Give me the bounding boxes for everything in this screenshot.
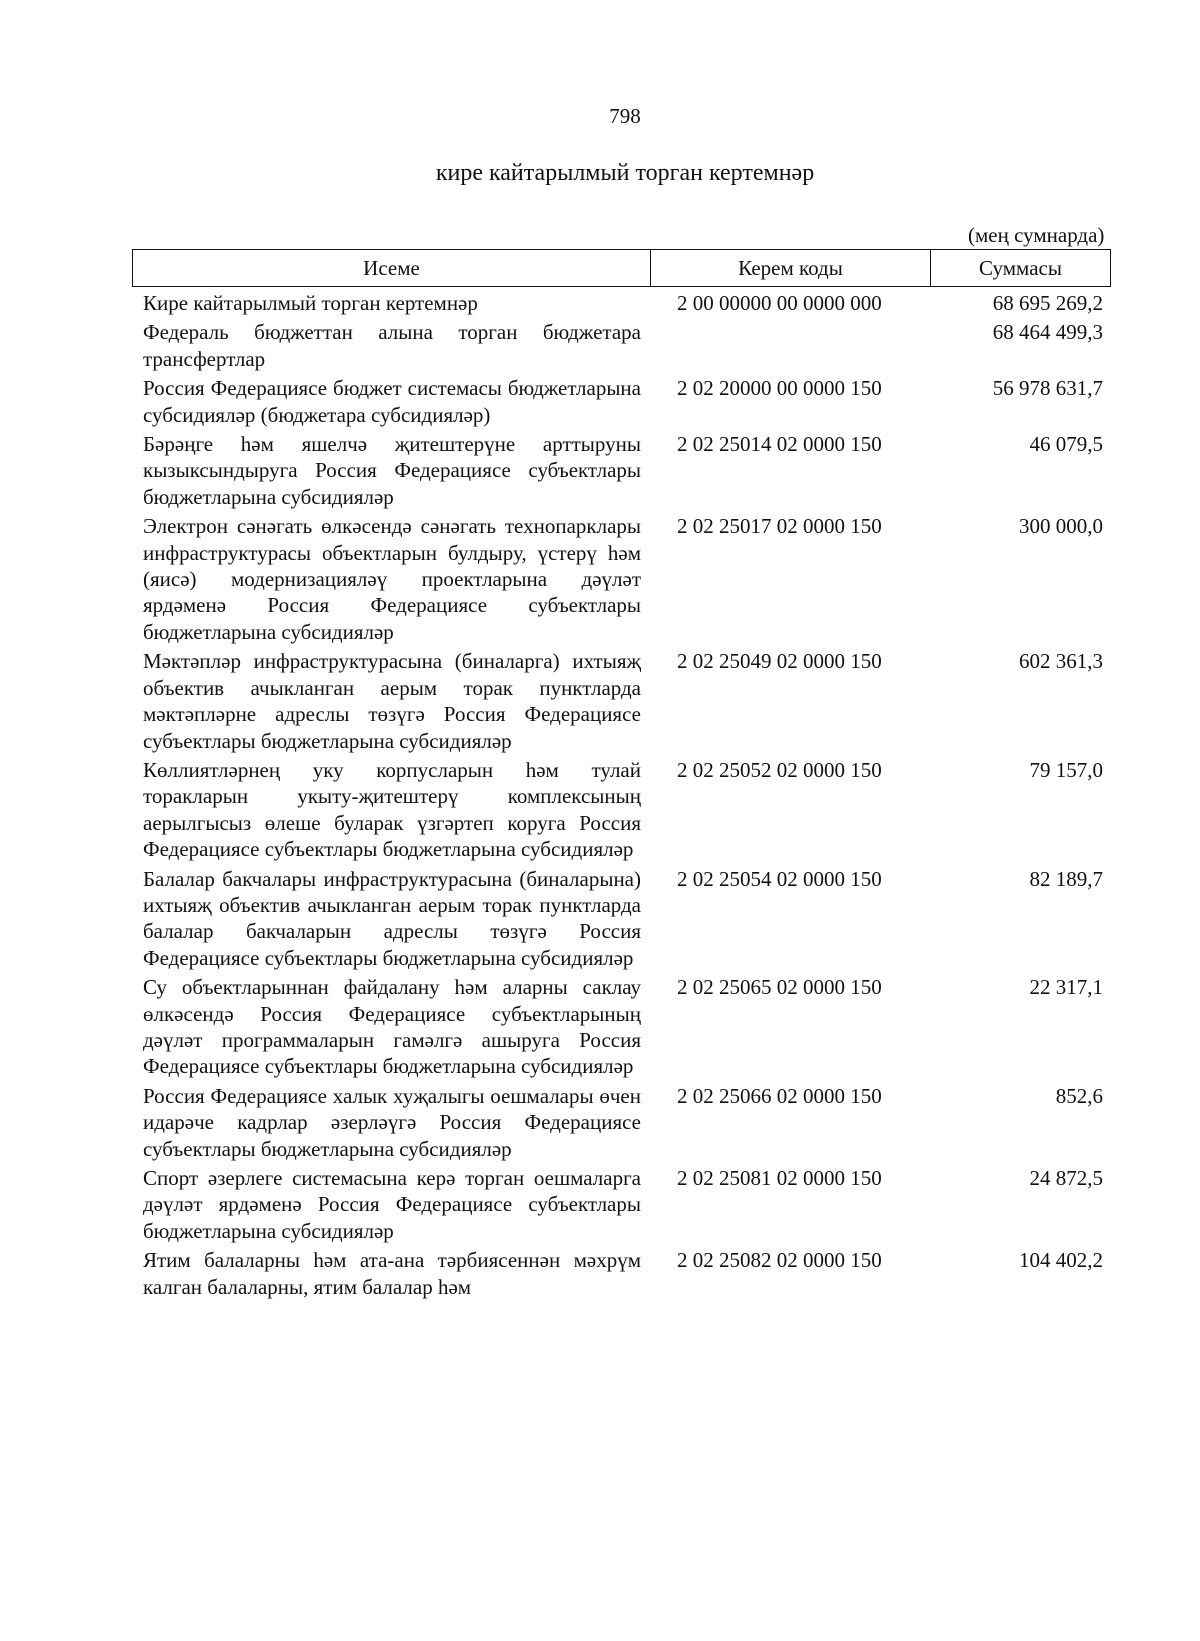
table-row (143, 375, 1111, 428)
table-row (143, 1165, 1111, 1244)
table-row (143, 513, 1111, 645)
row-name: Бәрәңге һәм яшелчә җитештерүне арттыруны кызыксындыруга Россия Федерациясе субъектлары бюджетларына субсидияләр (143, 432, 641, 509)
page-number: 798 (609, 104, 641, 128)
row-code: 2 02 25066 02 0000 150 (677, 1083, 882, 1108)
table-row (143, 290, 1111, 316)
row-name: Кире кайтарылмый торган кертемнәр (143, 291, 478, 315)
document-title: кире кайтарылмый торган кертемнәр (435, 160, 815, 186)
table-row (143, 1247, 1111, 1300)
row-code: 2 02 25052 02 0000 150 (677, 757, 882, 782)
row-name: Россия Федерациясе бюджет системасы бюджетларына субсидияләр (бюджетара субсидияләр) (143, 376, 641, 427)
row-name: Көллиятләрнең уку корпусларын һәм тулай торакларын укыту-җитештерү комплексының аерылгысыз өлеше буларак үзгәртеп коруга Россия Федерациясе субъектлары бюджетларына субсидияләр (143, 757, 641, 862)
table-row (143, 319, 1111, 372)
header-code: Керем коды (651, 250, 931, 286)
row-sum: 852,6 (1055, 1083, 1103, 1108)
table-row (143, 431, 1111, 510)
header-sum: Суммасы (979, 255, 1062, 280)
row-sum: 24 872,5 (1029, 1166, 1103, 1190)
row-code: 2 02 25014 02 0000 150 (677, 432, 882, 457)
table-row (143, 866, 1111, 972)
row-code: 2 02 20000 00 0000 150 (677, 376, 882, 401)
row-sum: 82 189,7 (1029, 866, 1103, 891)
header-name: Исеме (133, 250, 651, 286)
row-code: 2 02 25065 02 0000 150 (677, 975, 882, 1000)
row-code: 2 00 00000 00 0000 000 (677, 291, 882, 315)
table-header (132, 249, 1111, 287)
row-sum: 300 000,0 (1019, 514, 1103, 539)
row-sum: 56 978 631,7 (992, 376, 1103, 401)
row-sum: 46 079,5 (1029, 432, 1103, 457)
units-note: (мең сумнарда) (968, 223, 1105, 247)
row-name: Россия Федерациясе халык хуҗалыгы оешмалары өчен идарәче кадрлар әзерләүгә Россия Федерациясе субъектлары бюджетларына субсидияләр (143, 1083, 641, 1161)
table-row (143, 1083, 1111, 1162)
row-name: Балалар бакчалары инфраструктурасына (биналарына) ихтыяҗ объектив ачыкланган аерым торак пунктларда балалар бакчаларын адреслы төзүгә Россия Федерациясе субъектлары бюджетларына субсидияләр (143, 866, 641, 970)
row-sum: 104 402,2 (1019, 1248, 1103, 1273)
row-sum: 68 464 499,3 (992, 320, 1103, 345)
table-body (143, 290, 1111, 1303)
row-sum: 79 157,0 (1029, 757, 1103, 782)
row-name: Су объектларыннан файдалану һәм аларны саклау өлкәсендә Россия Федерациясе субъектларының дәүләт программаларын гамәлгә ашыруга Россия Федерациясе субъектлары бюджетларына субсидияләр (143, 975, 641, 1079)
row-name: Мәктәпләр инфраструктурасына (биналарга) ихтыяҗ объектив ачыкланган аерым торак пунктларда мәктәпләрне адреслы төзүгә Россия Федерациясе субъектлары бюджетларына субсидияләр (143, 649, 641, 753)
table-row (143, 974, 1111, 1080)
row-name: Электрон сәнәгать өлкәсендә сәнәгать технопарклары инфраструктурасы объектларын булдыру, үстерү һәм (яисә) модернизацияләү проектларына дәүләт ярдәменә Россия Федерациясе субъектлары бюджетларына субсидияләр (143, 514, 641, 644)
row-name: Спорт әзерлеге системасына керә торган оешмаларга дәүләт ярдәменә Россия Федерациясе субъектлары бюджетларына субсидияләр (143, 1166, 641, 1243)
table-row (143, 648, 1111, 754)
row-code: 2 02 25081 02 0000 150 (677, 1166, 882, 1190)
row-name: Федераль бюджеттан алына торган бюджетара трансфертлар (143, 320, 641, 371)
row-code: 2 02 25049 02 0000 150 (677, 649, 882, 674)
row-sum: 22 317,1 (1029, 975, 1103, 1000)
row-sum: 602 361,3 (1019, 649, 1103, 674)
row-code: 2 02 25082 02 0000 150 (677, 1248, 882, 1273)
row-name: Ятим балаларны һәм ата-ана тәрбиясеннән мәхрүм калган балаларны, ятим балалар һәм (143, 1248, 641, 1299)
row-code: 2 02 25017 02 0000 150 (677, 514, 882, 539)
row-code: 2 02 25054 02 0000 150 (677, 866, 882, 891)
table-row (143, 757, 1111, 863)
row-sum: 68 695 269,2 (992, 291, 1103, 315)
